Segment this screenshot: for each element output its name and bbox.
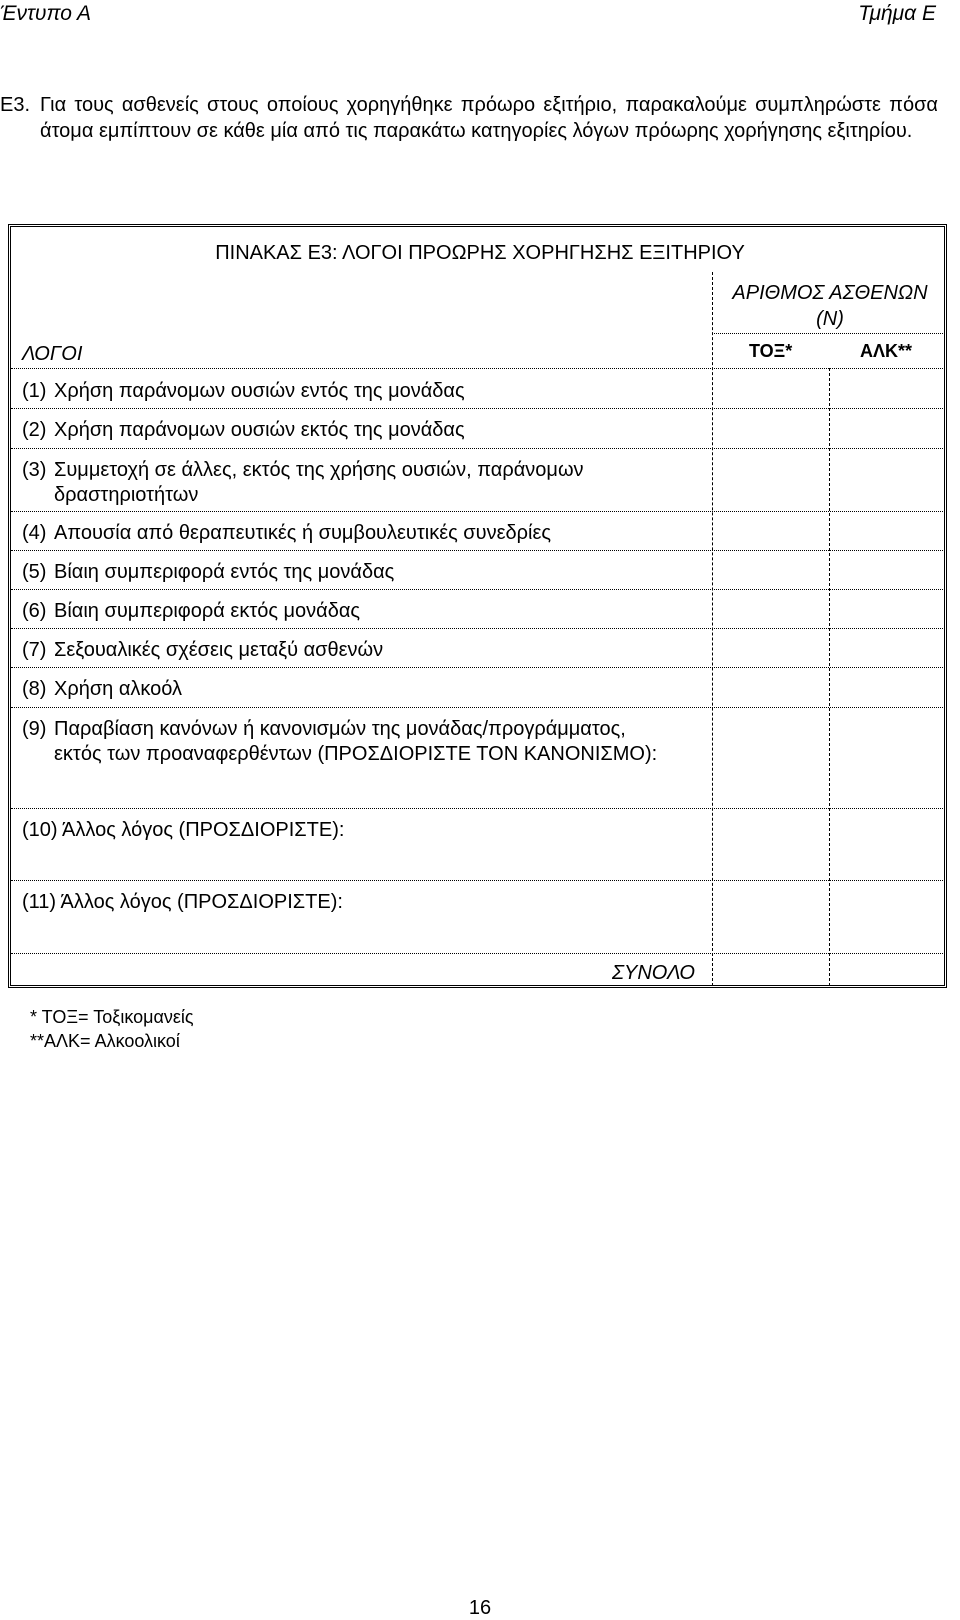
reason-text: Άλλος λόγος (ΠΡΟΣΔΙΟΡΙΣΤΕ): [62, 819, 345, 841]
reason-row-8 [22, 677, 182, 702]
column-header-tox: ΤΟΞ* [749, 341, 793, 361]
table-title: ΠΙΝΑΚΑΣ Ε3: ΛΟΓΟΙ ΠΡΟΩΡΗΣ ΧΟΡΗΓΗΣΗΣ ΕΞΙΤΗΡΙΟΥ [215, 242, 745, 264]
reason-number: (6) [22, 600, 47, 622]
row-separator [11, 448, 947, 449]
reason-row-5 [22, 560, 394, 585]
row-separator [11, 953, 947, 954]
page-number: 16 [468, 1597, 492, 1619]
row-separator [712, 333, 947, 334]
total-label: ΣΥΝΟΛΟ [612, 962, 695, 984]
row-separator [11, 368, 947, 369]
reason-text: Βίαιη συμπεριφορά εκτός μονάδας [54, 600, 361, 622]
reason-row-1 [22, 379, 465, 404]
reason-number: (4) [22, 522, 47, 544]
reason-number: (3) [22, 459, 47, 481]
reason-row-10 [22, 818, 344, 843]
reason-row-6 [22, 599, 360, 624]
reason-row-4 [22, 521, 551, 546]
reason-text: Συμμετοχή σε άλλες, εκτός της χρήσης ουσιών, παράνομων [54, 459, 584, 481]
question-number: Ε3. [0, 94, 31, 116]
reason-text-continued: δραστηριοτήτων [54, 484, 199, 506]
row-separator [11, 707, 947, 708]
row-separator [11, 511, 947, 512]
reason-text: Χρήση αλκοόλ [54, 678, 183, 700]
reason-text: Παραβίαση κανόνων ή κανονισμών της μονάδας/προγράμματος, [54, 718, 626, 740]
footnote-tox: * ΤΟΞ= Τοξικομανείς [30, 1007, 194, 1027]
patient-count-header [714, 280, 946, 332]
row-separator [11, 667, 947, 668]
reason-number: (9) [22, 718, 47, 740]
form-label: Έντυπο Α [0, 2, 91, 25]
column-header-alk: ΑΛΚ** [860, 341, 913, 361]
reason-number: (7) [22, 639, 47, 661]
footnote-alk: **ΑΛΚ= Αλκοολικοί [30, 1031, 180, 1051]
section-label: Τμήμα Ε [858, 2, 936, 25]
reason-number: (2) [22, 419, 47, 441]
question [0, 92, 938, 144]
patient-count-header-line2: (Ν) [816, 308, 844, 330]
reason-row-3 [22, 458, 584, 508]
reason-text: Βίαιη συμπεριφορά εντός της μονάδας [54, 561, 395, 583]
reason-number: (11) [22, 891, 57, 913]
reasons-header: ΛΟΓΟΙ [22, 343, 83, 365]
row-separator [11, 808, 947, 809]
column-divider-left [712, 272, 713, 986]
reason-row-7 [22, 638, 383, 663]
reason-row-9 [22, 717, 657, 767]
row-separator [11, 628, 947, 629]
row-separator [11, 550, 947, 551]
reason-number: (5) [22, 561, 47, 583]
row-separator [11, 408, 947, 409]
reason-number: (1) [22, 380, 47, 402]
reason-text: Χρήση παράνομων ουσιών εντός της μονάδας [54, 380, 465, 402]
reason-number: (10) [22, 819, 58, 841]
reason-text: Σεξουαλικές σχέσεις μεταξύ ασθενών [54, 639, 384, 661]
question-text: Για τους ασθενείς στους οποίους χορηγήθηκε πρόωρο εξιτήριο, παρακαλούμε συμπληρώστε πόσα άτομα εμπίπτουν σε κάθε μία από τις παρακάτω κατηγορίες λόγων πρόωρης χορήγησης εξιτηρίου. [40, 94, 938, 142]
column-divider-middle [829, 368, 830, 986]
reason-text: Άλλος λόγος (ΠΡΟΣΔΙΟΡΙΣΤΕ): [60, 891, 343, 913]
reason-text: Χρήση παράνομων ουσιών εκτός της μονάδας [54, 419, 465, 441]
row-separator [11, 589, 947, 590]
reason-number: (8) [22, 678, 47, 700]
reason-row-11 [22, 890, 343, 915]
reason-row-2 [22, 418, 465, 443]
row-separator [11, 880, 947, 881]
reason-text: Απουσία από θεραπευτικές ή συμβουλευτικές συνεδρίες [54, 522, 552, 544]
reason-text-continued: εκτός των προαναφερθέντων (ΠΡΟΣΔΙΟΡΙΣΤΕ ΤΟΝ ΚΑΝΟΝΙΣΜΟ): [54, 743, 658, 765]
patient-count-header-line1: ΑΡΙΘΜΟΣ ΑΣΘΕΝΩΝ [732, 282, 928, 304]
